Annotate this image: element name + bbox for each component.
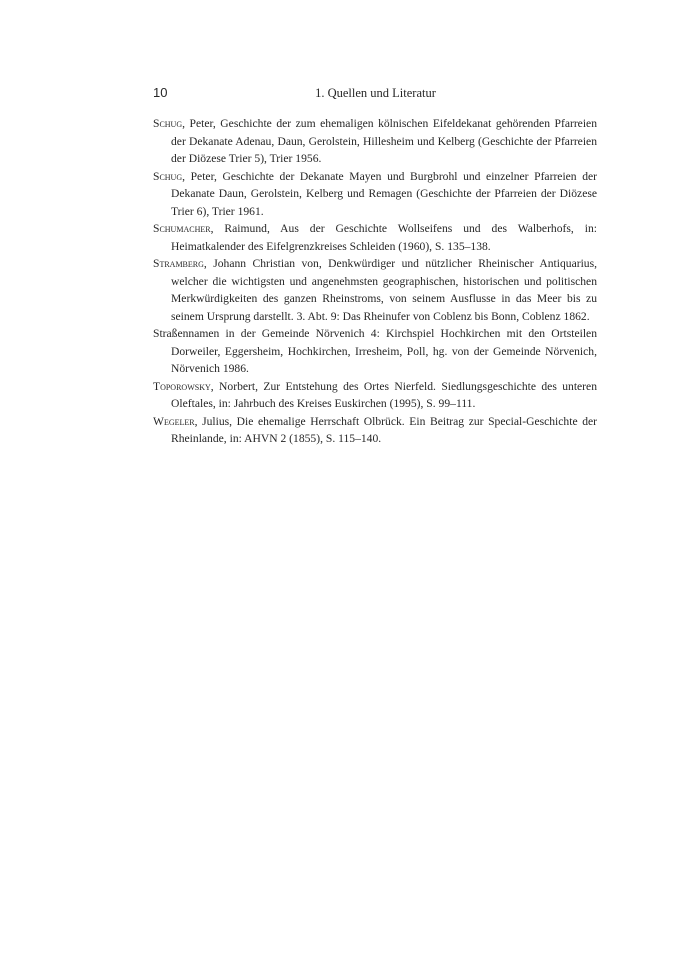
entry-text: , Norbert, Zur Entstehung des Ortes Nierfeld. Siedlungsgeschichte des unteren Oleftales, in: Jahrbuch des Kreises Euskirchen (1995), S. 99–111. bbox=[171, 379, 597, 410]
bibliography-list bbox=[153, 115, 597, 448]
entry-author: Schug bbox=[153, 169, 183, 183]
entry-author: Schumacher bbox=[153, 222, 211, 235]
bibliography-entry bbox=[153, 168, 597, 221]
page-number: 10 bbox=[153, 85, 168, 100]
entry-text: , Julius, Die ehemalige Herrschaft Olbrück. Ein Beitrag zur Special-Geschichte der Rheinlande, in: AHVN 2 (1855), S. 115–140. bbox=[171, 414, 597, 445]
entry-author: Toporowsky bbox=[153, 379, 211, 393]
entry-author: Schug bbox=[153, 117, 183, 130]
entry-text: , Johann Christian von, Denkwürdiger und nützlicher Rheinischer Antiquarius, welcher die wichtigsten und angenehmsten geographischen, historischen und politischen Merkwürdigkeiten des ganzen Rheinstroms, von seinem Ausflusse in das Meer bis zu seinem Ursprung darstellt. 3. Abt. 9: Das Rheinufer von Coblenz bis Bonn, Coblenz 1862. bbox=[171, 257, 597, 323]
entry-text: Straßennamen in der Gemeinde Nörvenich 4: Kirchspiel Hochkirchen mit den Ortsteilen Dorweiler, Eggersheim, Hochkirchen, Irresheim, Poll, hg. von der Gemeinde Nörvenich, Nörvenich 1986. bbox=[153, 327, 597, 375]
bibliography-entry bbox=[153, 220, 597, 255]
bibliography-entry bbox=[153, 413, 597, 448]
entry-author: Stramberg bbox=[153, 257, 204, 270]
bibliography-entry bbox=[153, 115, 597, 168]
entry-author: Wegeler bbox=[153, 414, 195, 428]
entry-text: , Raimund, Aus der Geschichte Wollseifens und des Walberhofs, in: Heimatkalender des Eifelgrenzkreises Schleiden (1960), S. 135–138. bbox=[171, 222, 597, 253]
entry-text: , Peter, Geschichte der Dekanate Mayen und Burgbrohl und einzelner Pfarreien der Dekanate Daun, Gerolstein, Kelberg und Remagen (Geschichte der Pfarreien der Diözese Trier 6), Trier 1961. bbox=[171, 169, 597, 218]
bibliography-entry bbox=[153, 325, 597, 378]
bibliography-entry bbox=[153, 255, 597, 325]
bibliography-entry bbox=[153, 378, 597, 413]
entry-text: , Peter, Geschichte der zum ehemaligen kölnischen Eifeldekanat gehörenden Pfarreien der Dekanate Adenau, Daun, Gerolstein, Hillesheim und Kelberg (Geschichte der Pfarreien der Diözese Trier 5), Trier 1956. bbox=[171, 117, 597, 165]
running-head: 1. Quellen und Literatur bbox=[315, 86, 436, 100]
page-header bbox=[153, 84, 598, 102]
